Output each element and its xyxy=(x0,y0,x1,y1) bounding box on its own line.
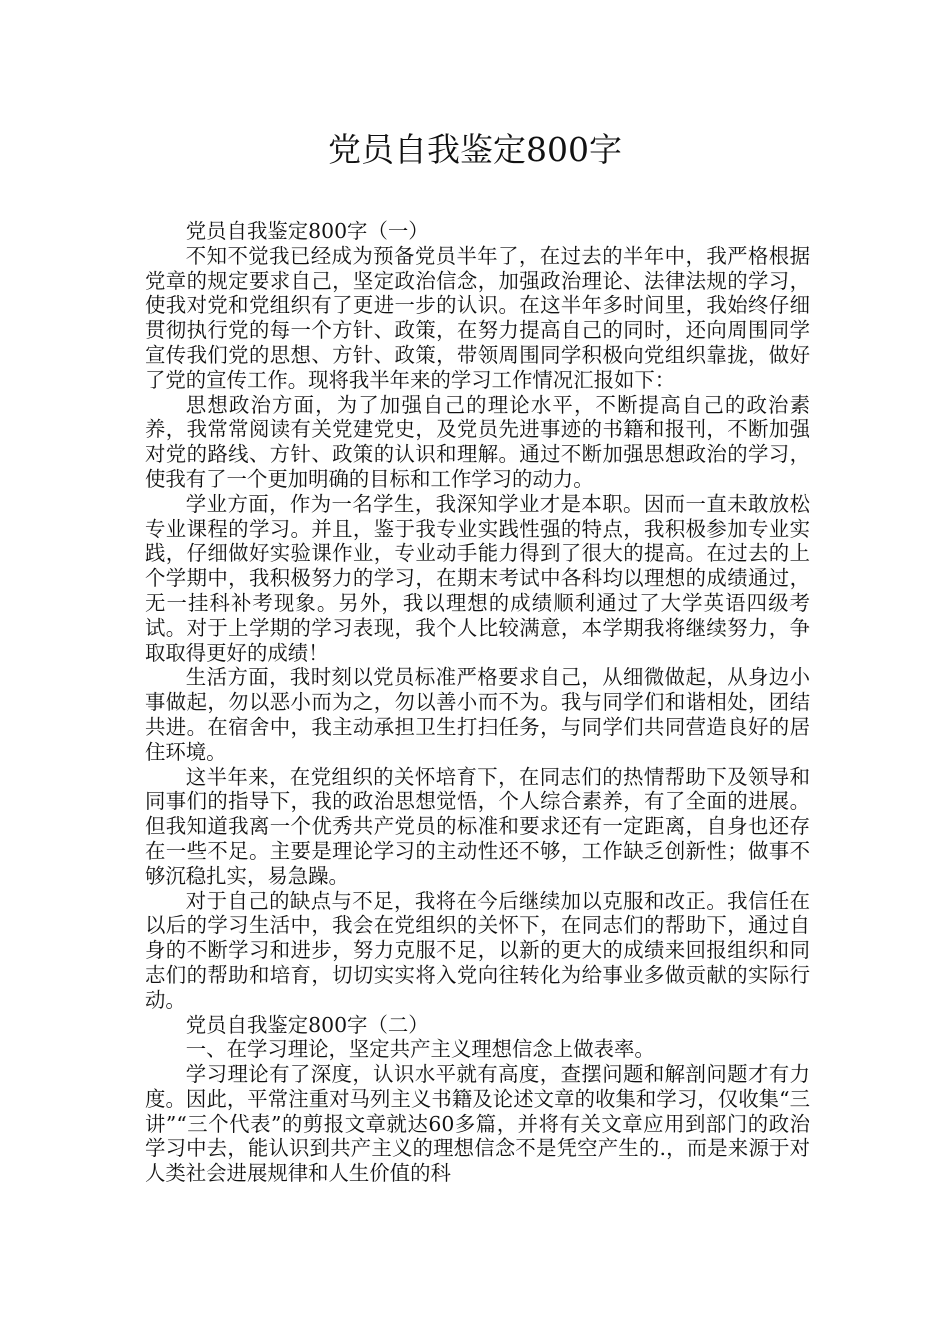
body-paragraph: 这半年来，在党组织的关怀培育下，在同志们的热情帮助下及领导和同事们的指导下，我的政治思想觉悟，个人综合素养，有了全面的进展。但我知道我离一个优秀共产党员的标准和要求还有一定距离，自身也还存在一些不足。主要是理论学习的主动性还不够，工作缺乏创新性；做事不够沉稳扎实，易急躁。 xyxy=(145,764,810,888)
body-paragraph: 对于自己的缺点与不足，我将在今后继续加以克服和改正。我信任在以后的学习生活中，我会在党组织的关怀下，在同志们的帮助下，通过自身的不断学习和进步，努力克服不足，以新的更大的成绩来回报组织和同志们的帮助和培育，切切实实将入党向往转化为给事业多做贡献的实际行动。 xyxy=(145,888,810,1012)
subsection-heading: 一、在学习理论，坚定共产主义理想信念上做表率。 xyxy=(185,1037,655,1062)
document-title: 党员自我鉴定800字 xyxy=(328,130,622,169)
section-heading-2: 党员自我鉴定800字（二） xyxy=(185,1012,429,1037)
body-paragraph: 生活方面，我时刻以党员标准严格要求自己，从细微做起，从身边小事做起，勿以恶小而为之，勿以善小而不为。我与同学们和谐相处，团结共进。在宿舍中，我主动承担卫生打扫任务，与同学们共同营造良好的居住环境。 xyxy=(145,665,810,764)
body-paragraph: 思想政治方面，为了加强自己的理论水平，不断提高自己的政治素养，我常常阅读有关党建党史，及党员先进事迹的书籍和报刊，不断加强对党的路线、方针、政策的认识和理解。通过不断加强思想政治的学习，使我有了一个更加明确的目标和工作学习的动力。 xyxy=(145,392,810,491)
body-paragraph: 学习理论有了深度，认识水平就有高度，查摆问题和解剖问题才有力度。因此，平常注重对马列主义书籍及论述文章的收集和学习，仅收集“三讲”“三个代表”的剪报文章就达60多篇，并将有关文章应用到部门的政治学习中去，能认识到共产主义的理想信念不是凭空产生的.，而是来源于对人类社会进展规律和人生价值的科 xyxy=(145,1062,810,1186)
section-heading-1: 党员自我鉴定800字（一） xyxy=(185,219,429,243)
body-paragraph: 不知不觉我已经成为预备党员半年了，在过去的半年中，我严格根据党章的规定要求自己，坚定政治信念，加强政治理论、法律法规的学习，使我对党和党组织有了更进一步的认识。在这半年多时间里，我始终仔细贯彻执行党的每一个方针、政策，在努力提高自己的同时，还向周围同学宣传我们党的思想、方针、政策，带领周围同学积极向党组织靠拢，做好了党的宣传工作。现将我半年来的学习工作情况汇报如下： xyxy=(145,243,810,392)
body-paragraph: 学业方面，作为一名学生，我深知学业才是本职。因而一直未敢放松专业课程的学习。并且，鉴于我专业实践性强的特点，我积极参加专业实践，仔细做好实验课作业，专业动手能力得到了很大的提高。在过去的上个学期中，我积极努力的学习，在期末考试中各科均以理想的成绩通过，无一挂科补考现象。另外，我以理想的成绩顺利通过了大学英语四级考试。对于上学期的学习表现，我个人比较满意，本学期我将继续努力，争取取得更好的成绩！ xyxy=(145,491,810,665)
document-body xyxy=(145,219,810,1186)
